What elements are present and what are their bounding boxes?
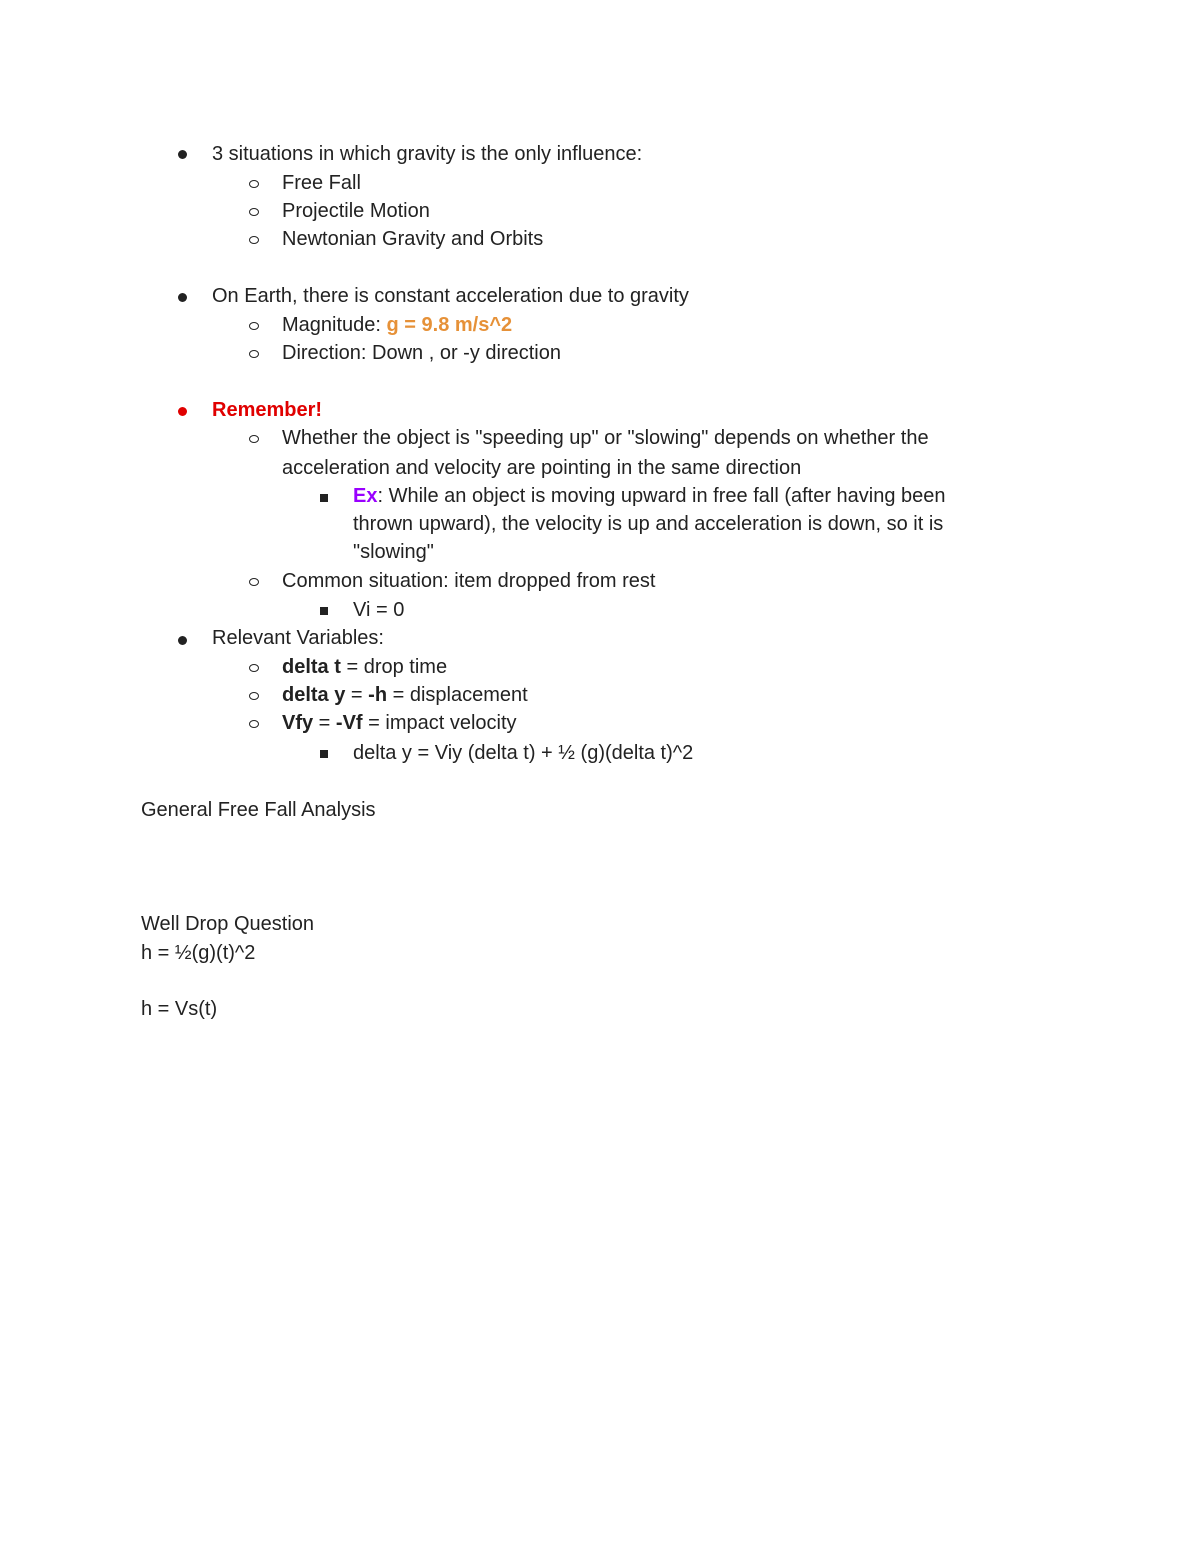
variable-desc: = displacement [387,684,528,706]
list-item [282,311,512,339]
bullet-circle-icon [249,664,259,672]
list-item: Projectile Motion [282,200,430,222]
list-item: Direction: Down , or -y direction [282,342,561,364]
variable-name: Vfy [282,712,314,734]
variable-value: -Vf [335,712,363,734]
bullet-circle-icon [249,180,259,188]
list-item: delta y = Viy (delta t) + ½ (g)(delta t)^2 [353,742,694,764]
equals: = [345,684,369,706]
bullet-circle-icon [249,435,259,443]
bullet-dot-icon [178,636,187,645]
list-item-continuation: thrown upward), the velocity is up and acceleration is down, so it is [353,513,944,535]
list-item: 3 situations in which gravity is the only influence: [212,143,643,165]
list-item-continuation: acceleration and velocity are pointing in the same direction [282,457,802,479]
example-label: Ex [353,485,378,507]
list-item-continuation: "slowing" [353,541,434,563]
bullet-circle-icon [249,350,259,358]
list-item [282,681,528,709]
bullet-square-icon [320,607,328,615]
bullet-circle-icon [249,578,259,586]
variable-desc: = drop time [340,656,448,678]
magnitude-label: Magnitude: [282,314,387,336]
list-item [282,653,447,681]
magnitude-value: g = 9.8 m/s^2 [386,314,513,336]
bullet-dot-icon [178,407,187,416]
equals: = [313,712,336,734]
bullet-circle-icon [249,208,259,216]
section-heading: Well Drop Question [141,913,315,935]
example-text: : While an object is moving upward in free fall (after having been [377,485,946,507]
list-item: Vi = 0 [353,599,405,621]
equation: h = ½(g)(t)^2 [141,942,256,964]
variable-name: delta t [282,656,341,678]
list-item: Common situation: item dropped from rest [282,570,656,592]
list-item: Free Fall [282,172,361,194]
section-heading: General Free Fall Analysis [141,799,376,821]
bullet-dot-icon [178,150,187,159]
list-item: On Earth, there is constant acceleration due to gravity [212,285,689,307]
list-item: Newtonian Gravity and Orbits [282,228,544,250]
equation: h = Vs(t) [141,998,218,1020]
variable-value: -h [368,684,388,706]
variable-desc: = impact velocity [362,712,517,734]
bullet-square-icon [320,494,328,502]
list-item: Remember! [212,399,323,421]
list-item: Whether the object is "speeding up" or "slowing" depends on whether the [282,427,929,449]
list-item [353,482,946,510]
list-item: Relevant Variables: [212,627,384,649]
list-item [282,709,517,737]
variable-name: delta y [282,684,346,706]
bullet-square-icon [320,750,328,758]
bullet-dot-icon [178,293,187,302]
bullet-circle-icon [249,322,259,330]
bullet-circle-icon [249,720,259,728]
bullet-circle-icon [249,236,259,244]
bullet-circle-icon [249,692,259,700]
